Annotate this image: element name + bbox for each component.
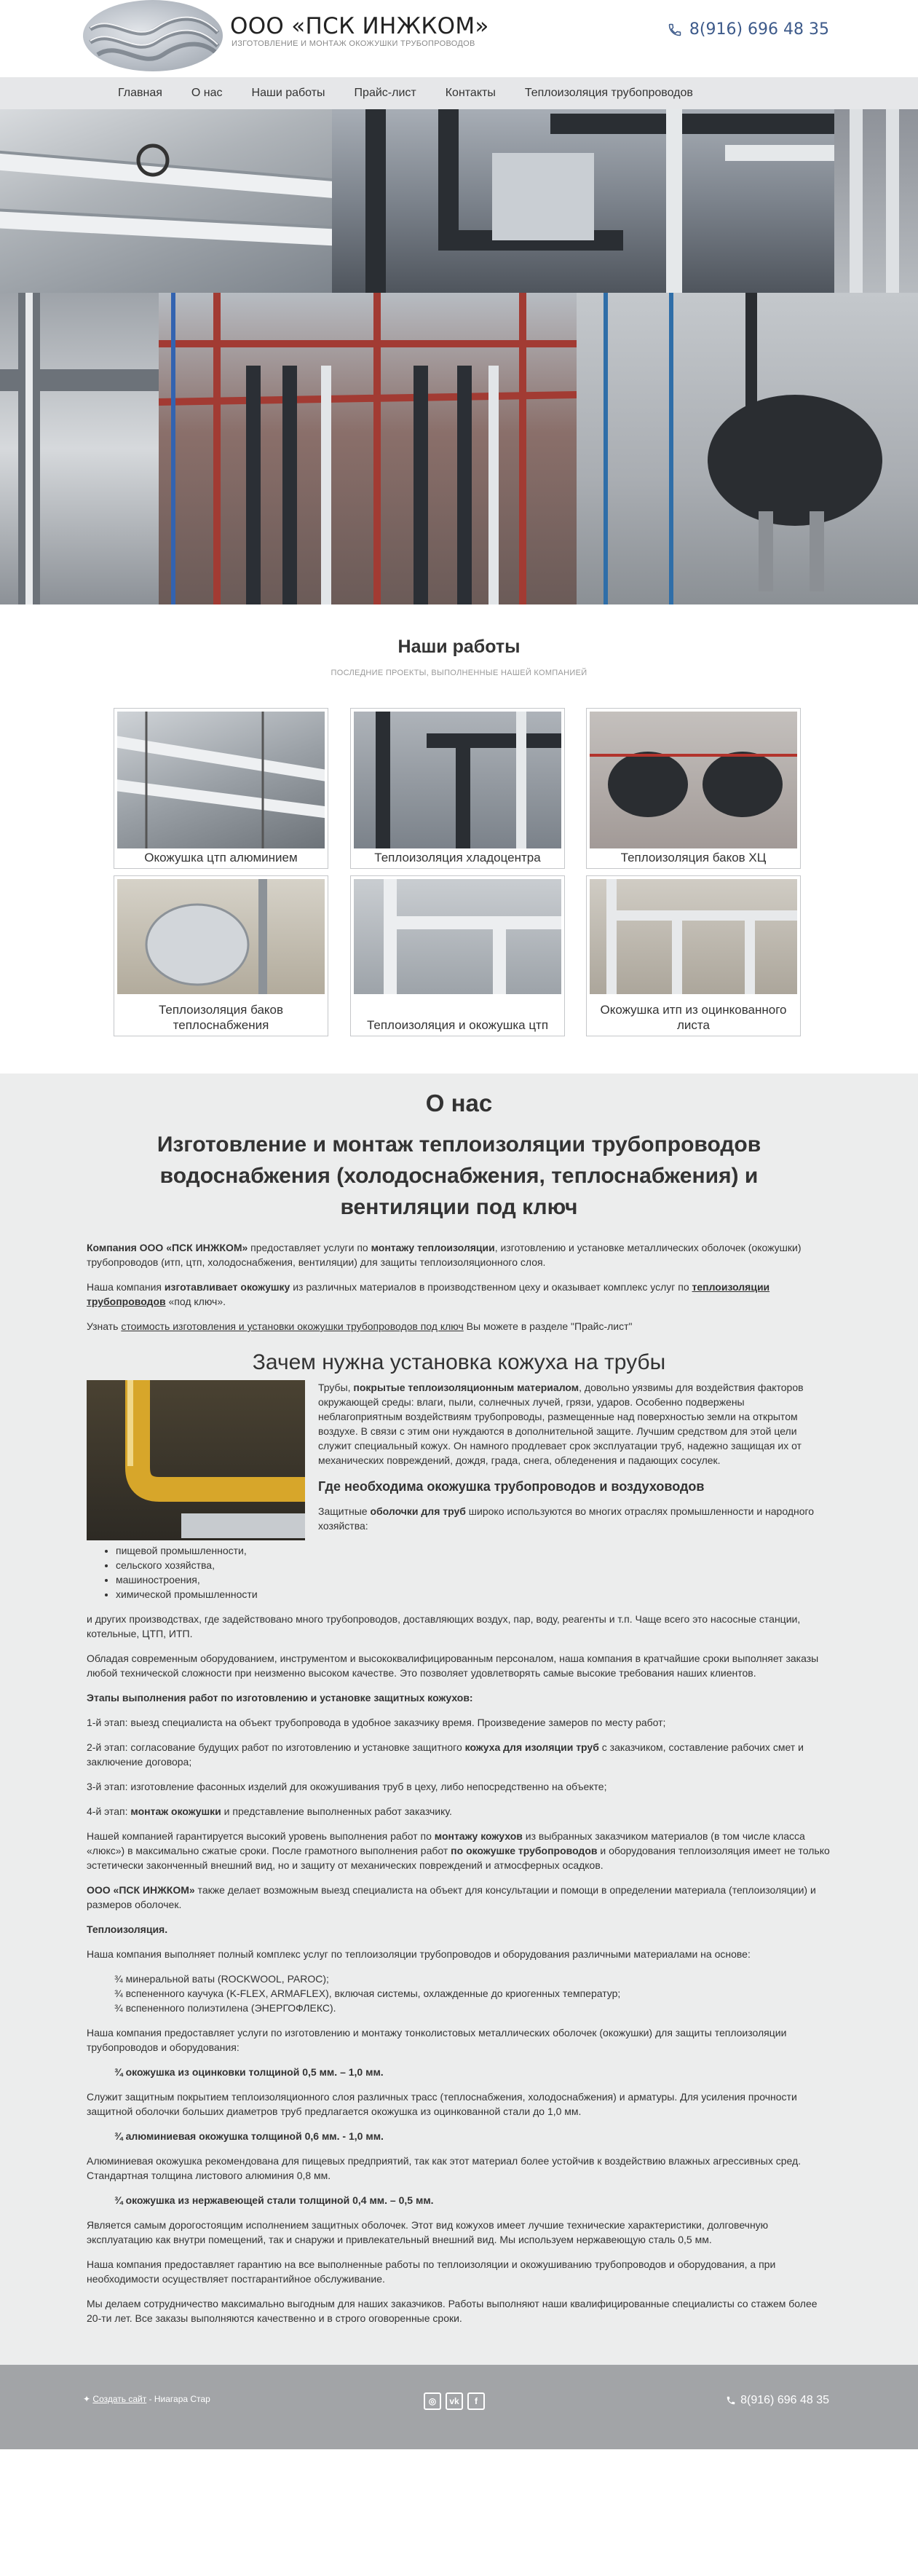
about-headline: Изготовление и монтаж теплоизоляции трубопроводов водоснабжения (холодоснабжения, теплоснабжения) и вентиляции под ключ bbox=[157, 1133, 761, 1219]
work-photo[interactable] bbox=[117, 879, 325, 994]
work-caption[interactable]: Теплоизоляция хладоцентра bbox=[374, 851, 541, 864]
paragraph: Наша компания предоставляет услуги по изготовлению и монтажу тонколистовых металлических оболочек (окожушки) для защиты теплоизоляции трубопроводов и оборудования: bbox=[87, 2027, 787, 2053]
work-photo[interactable] bbox=[590, 879, 797, 994]
list-item: ¾ вспененного каучука (K-FLEX, ARMAFLEX), включая системы, охлажденные до криогенных температур; bbox=[114, 1988, 621, 1999]
create-site-link[interactable]: Создать сайт bbox=[92, 2394, 147, 2404]
paragraph: Алюминиевая окожушка рекомендована для пищевых предприятий, так как этот материал более устойчив к воздействию влажных агрессивных сред. Стандартная толщина листового алюминия 0,8 мм. bbox=[87, 2155, 802, 2181]
work-caption[interactable]: Окожушка цтп алюминием bbox=[144, 851, 298, 864]
paragraph: Нашей компанией гарантируется высокий уровень выполнения работ по монтажу кожухов из выбранных заказчиком материалов (в том числе класса «люкс») в максимально сжатые сроки. После грамотного выполнения работ по окожушке трубопроводов и оборудования теплоизоляция имеет не только эстетически законченный внешний вид, но и защиту от механических повреждений и атмосферных осадков. bbox=[87, 1830, 830, 1871]
paragraph: Служит защитным покрытием теплоизоляционного слоя различных трасс (теплоснабжения, холодоснабжения) и арматуры. Для усиления прочности защитной оболочки больших диаметров труб предлагается окожушка из оцинкованной стали до 1,0 мм. bbox=[87, 2091, 797, 2117]
hero-photo-grey-pipes bbox=[0, 293, 159, 604]
work-card[interactable] bbox=[350, 875, 565, 1036]
instagram-icon[interactable]: ◎ bbox=[424, 2392, 441, 2410]
works-section bbox=[0, 604, 918, 1074]
vk-icon[interactable]: vk bbox=[446, 2392, 463, 2410]
paragraph: ¾ окожушка из оцинковки толщиной 0,5 мм. – 1,0 мм. bbox=[114, 2066, 384, 2078]
paragraph: Наша компания предоставляет гарантию на все выполненные работы по теплоизоляции и окожушиванию трубопроводов и оборудования, а при необходимости осуществляет постгарантийное обслуживание. bbox=[87, 2258, 776, 2285]
hero-photo-red-rack bbox=[159, 293, 577, 604]
materials-list bbox=[114, 1972, 831, 2015]
footer bbox=[0, 2365, 918, 2449]
hero-photo-pipes-silver bbox=[0, 109, 332, 293]
price-link[interactable]: стоимость изготовления и установки окожушки трубопроводов под ключ bbox=[121, 1320, 464, 1332]
work-card[interactable] bbox=[586, 875, 801, 1036]
phone-icon bbox=[726, 2395, 736, 2406]
intro-block bbox=[87, 1380, 831, 1543]
intro-text bbox=[318, 1380, 831, 1543]
logo[interactable] bbox=[83, 0, 223, 71]
paragraph: Обладая современным оборудованием, инструментом и высококвалифицированным персоналом, наша компания в кратчайшие сроки выполняет заказы любой технической сложности при неизменно высоком качестве. Это позволяет удовлетворять самые высокие требования наших клиентов. bbox=[87, 1653, 819, 1679]
works-title: Наши работы bbox=[397, 637, 521, 657]
header-phone[interactable] bbox=[668, 20, 829, 39]
company-tagline: ИЗГОТОВЛЕНИЕ И МОНТАЖ ОКОЖУШКИ ТРУБОПРОВОДОВ bbox=[232, 39, 475, 48]
paragraph: ООО «ПСК ИНЖКОМ» также делает возможным выезд специалиста на объект для консультации и помощи в определении материала (теплоизоляции) и размеров оболочек. bbox=[87, 1884, 816, 1910]
list-item: • пищевой промышленности, bbox=[116, 1543, 831, 1558]
hero-collage bbox=[0, 109, 918, 604]
hero-photo-dark-pipes bbox=[332, 109, 834, 293]
hero-photo-tank bbox=[577, 293, 918, 604]
work-caption[interactable]: Теплоизоляция баков ХЦ bbox=[620, 851, 767, 864]
work-photo[interactable] bbox=[590, 712, 797, 848]
list-item: • сельского хозяйства, bbox=[116, 1558, 831, 1572]
list-item: ¾ вспененного полиэтилена (ЭНЕРГОФЛЕКС). bbox=[114, 2002, 336, 2014]
insulation-link[interactable]: теплоизоляции трубопроводов bbox=[87, 1281, 770, 1307]
footer-phone[interactable] bbox=[726, 2394, 829, 2407]
why-title: Зачем нужна установка кожуха на трубы bbox=[252, 1350, 666, 1374]
paragraph: 4-й этап: монтаж окожушки и представление выполненных работ заказчику. bbox=[87, 1805, 452, 1817]
credit-text: - Ниагара Стар bbox=[146, 2394, 210, 2404]
footer-credit bbox=[83, 2394, 210, 2404]
works-subtitle: ПОСЛЕДНИЕ ПРОЕКТЫ, ВЫПОЛНЕННЫЕ НАШЕЙ КОМПАНИЕЙ bbox=[331, 669, 587, 677]
paragraph: ¾ алюминиевая окожушка толщиной 0,6 мм. - 1,0 мм. bbox=[114, 2130, 384, 2142]
paragraph: Наша компания выполняет полный комплекс услуг по теплоизоляции трубопроводов и оборудования различными материалами на основе: bbox=[87, 1948, 751, 1960]
work-photo[interactable] bbox=[354, 712, 561, 848]
nav-item-works[interactable]: Наши работы bbox=[251, 87, 325, 99]
work-photo[interactable] bbox=[354, 879, 561, 994]
industries-list bbox=[116, 1543, 831, 1602]
phone-icon bbox=[668, 23, 682, 37]
work-card[interactable] bbox=[114, 708, 328, 869]
work-caption[interactable]: Теплоизоляция баков теплоснабжения bbox=[158, 1003, 284, 1032]
paragraph: 1-й этап: выезд специалиста на объект трубопровода в удобное заказчику время. Произведение замеров по месту работ; bbox=[87, 1717, 666, 1728]
paragraph: Трубы, покрытые теплоизоляционным материалом, довольно уязвимы для воздействия факторов окружающей среды: влаги, пыли, солнечных лучей, грязи, ударов. Особенно подвержены неблагоприятным воздействиям трубопроводы, размещенные над поверхностью земли на открытом воздухе. В связи с этим они нуждаются в дополнительной защите. Лучшим средством для этой цели служит специальный кожух. Он намного продлевает срок эксплуатации труб, надежно защищая их от механических повреждений, дождя, града, снега, обледенения и падающих сосулек. bbox=[318, 1382, 804, 1466]
nav-item-home[interactable]: Главная bbox=[118, 87, 162, 99]
paragraph: ¾ окожушка из нержавеющей стали толщиной 0,4 мм. – 0,5 мм. bbox=[114, 2194, 434, 2206]
footer-phone-number[interactable]: 8(916) 696 48 35 bbox=[740, 2394, 829, 2406]
paragraph: Компания ООО «ПСК ИНЖКОМ» предоставляет услуги по монтажу теплоизоляции, изготовлению и установке металлических оболочек (окожушки) трубопроводов (итп, цтп, холодоснабжения, вентиляции) для защиты теплоизоляционного слоя. bbox=[87, 1242, 802, 1268]
paragraph: 3-й этап: изготовление фасонных изделий для окожушивания труб в цеху, либо непосредственно на объекте; bbox=[87, 1781, 607, 1792]
work-photo[interactable] bbox=[117, 712, 325, 848]
main-nav bbox=[0, 77, 918, 109]
paragraph: Узнать стоимость изготовления и установки окожушки трубопроводов под ключ Вы можете в разделе "Прайс-лист" bbox=[87, 1320, 633, 1332]
header-phone-number[interactable]: 8(916) 696 48 35 bbox=[689, 20, 829, 39]
about-title: О нас bbox=[425, 1090, 493, 1116]
paragraph: 2-й этап: согласование будущих работ по изготовлению и установке защитного кожуха для изоляции труб с заказчиком, составление рабочих смет и заключение договора; bbox=[87, 1741, 804, 1768]
star-icon: ✦ bbox=[83, 2394, 91, 2404]
about-section bbox=[0, 1074, 918, 2365]
facebook-icon[interactable]: f bbox=[467, 2392, 485, 2410]
paragraph: Этапы выполнения работ по изготовлению и установке защитных кожухов: bbox=[87, 1692, 473, 1703]
paragraph: Мы делаем сотрудничество максимально выгодным для наших заказчиков. Работы выполняют наши квалифицированные специалисты со стажем более 20-ти лет. Все заказы выполняются качественно и в строго оговоренные сроки. bbox=[87, 2298, 818, 2324]
paragraph: Является самым дорогостоящим исполнением защитных оболочек. Этот вид кожухов имеет лучшие технические характеристики, долговечную эксплуатацию как внутри помещений, так и снаружи и привлекательный внешний вид. Мы используем нержавеющую сталь 0,5 мм. bbox=[87, 2219, 769, 2245]
work-card[interactable] bbox=[586, 708, 801, 869]
work-caption[interactable]: Теплоизоляция и окожушка цтп bbox=[366, 1018, 549, 1032]
cladding-photo bbox=[87, 1380, 305, 1540]
about-content bbox=[87, 1240, 831, 2325]
paragraph: Наша компания изготавливает окожушку из различных материалов в производственном цеху и оказывает комплекс услуг по теплоизоляции трубопроводов «под ключ». bbox=[87, 1281, 770, 1307]
list-item: • химической промышленности bbox=[116, 1587, 831, 1602]
header bbox=[0, 0, 918, 77]
nav-item-about[interactable]: О нас bbox=[191, 87, 223, 99]
list-item: • машиностроения, bbox=[116, 1572, 831, 1587]
nav-item-contacts[interactable]: Контакты bbox=[445, 87, 496, 99]
nav-item-insulation[interactable]: Теплоизоляция трубопроводов bbox=[524, 87, 693, 99]
work-card[interactable] bbox=[114, 875, 328, 1036]
where-title: Где необходима окожушка трубопроводов и воздуховодов bbox=[318, 1479, 705, 1494]
company-name: ООО «ПСК ИНЖКОМ» bbox=[230, 13, 489, 39]
paragraph: Защитные оболочки для труб широко используются во многих отраслях промышленности и народного хозяйства: bbox=[318, 1505, 815, 1532]
work-caption[interactable]: Окожушка итп из оцинкованного листа bbox=[600, 1003, 787, 1032]
paragraph: Теплоизоляция. bbox=[87, 1923, 168, 1935]
list-item: ¾ минеральной ваты (ROCKWOOL, PAROC); bbox=[114, 1973, 329, 1985]
nav-item-price[interactable]: Прайс-лист bbox=[354, 87, 416, 99]
paragraph: и других производствах, где задействовано много трубопроводов, доставляющих воздух, пар, воду, реагенты и т.п. Чаще всего это насосные станции, котельные, ЦТП, ИТП. bbox=[87, 1613, 801, 1639]
work-card[interactable] bbox=[350, 708, 565, 869]
social-links bbox=[424, 2392, 485, 2410]
